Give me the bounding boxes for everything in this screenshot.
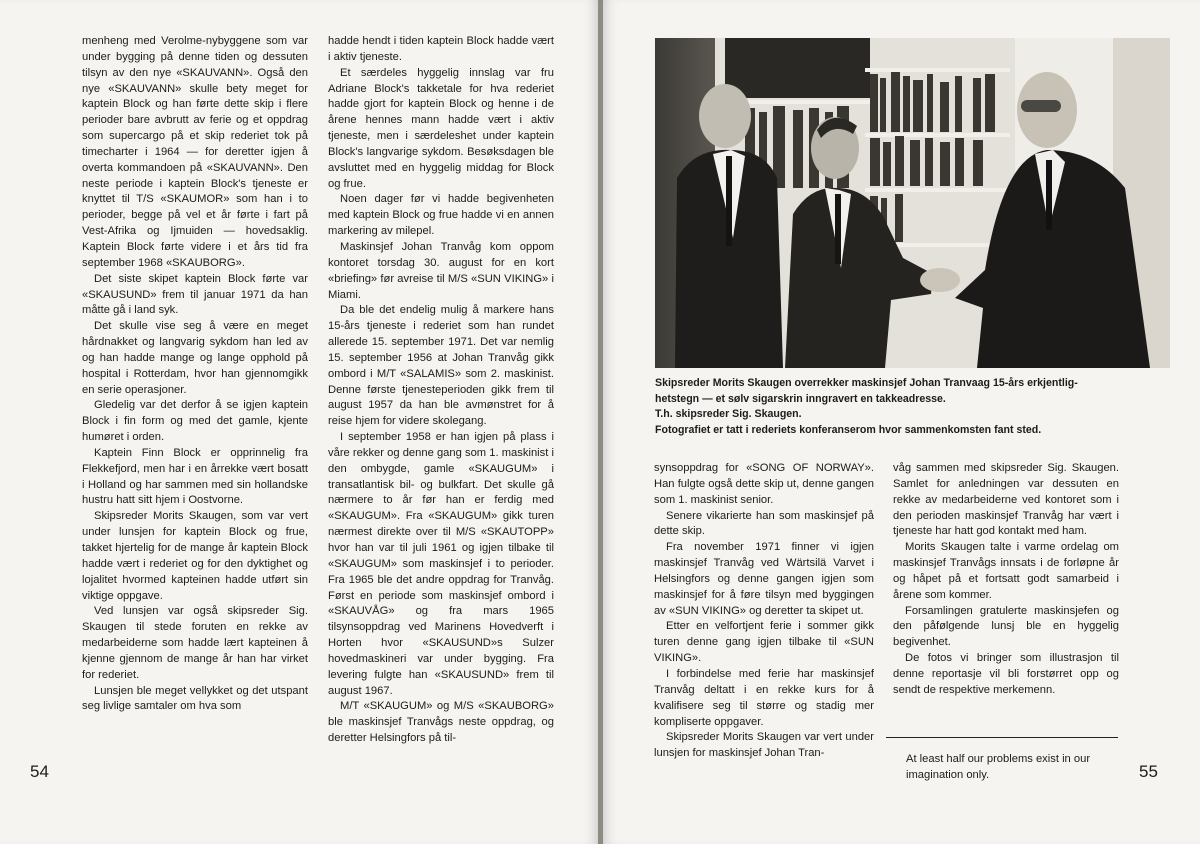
right-column-1 bbox=[654, 461, 874, 762]
paragraph: Lunsjen ble meget vellykket og det utspant seg livlige samtaler om hva som bbox=[82, 684, 308, 713]
photograph bbox=[655, 38, 1170, 368]
left-page bbox=[0, 0, 598, 844]
paragraph: M/T «SKAUGUM» og M/S «SKAUBORG» ble maskinsjef Tranvågs neste oppdrag, og deretter Helsingfors på til- bbox=[328, 700, 554, 745]
caption-line: Skipsreder Morits Skaugen overrekker maskinsjef Johan Tranvaag 15-års erkjentlig- bbox=[655, 377, 1078, 389]
left-column-1 bbox=[82, 34, 308, 715]
left-column-2 bbox=[328, 34, 554, 747]
paragraph: Kaptein Finn Block er opprinnelig fra Flekkefjord, men har i en årrekke vært bosatt i Holland og har sammen med sin hollandske hustru hatt sitt hjem i Oostvorne. bbox=[82, 446, 308, 507]
paragraph: Forsamlingen gratulerte maskinsjefen og den påfølgende lunsj ble en hyggelig begivenhet. bbox=[893, 604, 1119, 649]
paragraph: De fotos vi bringer som illustrasjon til denne reportasje vil bli forstørret opp og sendt de respektive merkemenn. bbox=[893, 652, 1119, 696]
photo-caption bbox=[655, 376, 1175, 438]
caption-line: T.h. skipsreder Sig. Skaugen. bbox=[655, 408, 802, 421]
right-column-2 bbox=[893, 461, 1119, 699]
paragraph: Da ble det endelig mulig å markere hans 15-års tjeneste i rederiet som han rundet allerede 15. september 1971. Det var nemlig 15. september 1956 at Johan Tranvåg gikk ombord i M/T «SALAMIS» som 2. maskinist. Denne første tjenesteperioden gikk frem til august 1957 da han ble avmønstret for å reise hjem for videre skolegang. bbox=[328, 304, 554, 428]
paragraph: Skipsreder Morits Skaugen var vert under lunsjen for maskinsjef Johan Tran- bbox=[654, 731, 874, 760]
right-page bbox=[603, 0, 1200, 844]
paragraph: Gledelig var det derfor å se igjen kaptein Block i fin form og med det gamle, kjente humøret i orden. bbox=[82, 399, 308, 444]
photo-illustration bbox=[655, 38, 1170, 368]
paragraph: Noen dager før vi hadde begivenheten med kaptein Block og frue hadde vi en annen markering av milepel. bbox=[328, 193, 554, 238]
paragraph: Skipsreder Morits Skaugen, som var vert under lunsjen for kaptein Block og frue, takket hjertelig for de mange år kaptein Block hadde vært i rederiet og for den dyktighet og lojalitet hvormed kapteinen hadde utført sin viktige oppgave. bbox=[82, 510, 308, 602]
paragraph: Det siste skipet kaptein Block førte var «SKAUSUND» frem til januar 1971 da han måtte gå i land syk. bbox=[82, 272, 308, 317]
paragraph: I forbindelse med ferie har maskinsjef Tranvåg deltatt i en rekke kurs for å kvalifisere seg til større og stadig mer kompliserte oppgaver. bbox=[654, 667, 874, 728]
page-number: 55 bbox=[1139, 762, 1158, 781]
paragraph: synsoppdrag for «SONG OF NORWAY». Han fulgte også dette skip ut, denne gangen som 1. maskinist senior. bbox=[654, 462, 874, 506]
quote-text: At least half our problems exist in our imagination only. bbox=[906, 753, 1091, 781]
paragraph: våg sammen med skipsreder Sig. Skaugen. Samlet for anledningen var dessuten en rekke av medarbeiderne ved kontoret som i den perioden maskinsjef Tranvåg har vært i tjeneste har hatt god kontakt med ham. bbox=[893, 462, 1119, 538]
paragraph: Morits Skaugen talte i varme ordelag om maskinsjef Tranvågs innsats i de forløpne år og håpet på et fortsatt godt samarbeid i årene som kommer. bbox=[893, 541, 1119, 601]
page-number: 54 bbox=[30, 762, 49, 781]
paragraph: menheng med Verolme-nybyggene som var under bygging på denne tiden og dessuten tilsyn av den nye «SKAUVANN». Også den nye «SKAUVANN» skulle bety meget for kaptein Block og han førte dette skip i flere perioder bare avbrutt av ferie og et oppdrag som supercargo på et skip rederiet tok på timecharter i 1964 — for deretter igjen å overta kommandoen på «SKAUVANN». Den neste periode i kaptein Block's tjeneste er knyttet til T/S «SKAUMOR» som han i to perioder, begge på vel et år førte i fart på Vest-Afrika og Ijmuiden — hovedsaklig. Kaptein Block førte videre i et års tid fra september 1968 «SKAUBORG». bbox=[82, 35, 308, 269]
paragraph: Maskinsjef Johan Tranvåg kom oppom kontoret torsdag 30. august for en kort «briefing» før avreise til M/S «SUN VIKING» i Miami. bbox=[328, 240, 554, 301]
quote-divider bbox=[886, 737, 1118, 738]
paragraph: Et særdeles hyggelig innslag var fru Adriane Block's takketale for hva rederiet hadde gjort for kaptein Block og henne i de årene hennes mann hadde vært i aktiv tjeneste, men i særdeleshet under kaptein Block's langvarige sykdom. Besøksdagen ble avsluttet med en hyggelig middag for Block og frue. bbox=[328, 66, 554, 190]
paragraph: Senere vikarierte han som maskinsjef på dette skip. bbox=[654, 509, 874, 538]
paragraph: Det skulle vise seg å være en meget hårdnakket og langvarig sykdom han led av og han hadde mange og lange opphold på hospital i Rotterdam, hvor han gjennomgikk en serie operasjoner. bbox=[82, 320, 308, 396]
paragraph: Ved lunsjen var også skipsreder Sig. Skaugen til stede foruten en rekke av medarbeiderne som hadde lært kapteinen å kjenne gjennom de mange år han har virket for rederiet. bbox=[82, 605, 308, 681]
paragraph: Fra november 1971 finner vi igjen maskinsjef Tranvåg ved Wärtsilä Varvet i Helsingfors og denne gangen igjen som maskinsjef for å føre tilsyn med byggingen av «SUN VIKING» og deretter ta skipet ut. bbox=[654, 541, 874, 617]
caption-line: hetstegn — et sølv sigarskrin inngravert en takkeadresse. bbox=[655, 392, 946, 405]
paragraph: Etter en velfortjent ferie i sommer gikk turen denne gang igjen tilbake til «SUN VIKING». bbox=[654, 620, 874, 665]
caption-line: Fotografiet er tatt i rederiets konferanserom hvor sammenkomsten fant sted. bbox=[655, 423, 1042, 436]
paragraph: hadde hendt i tiden kaptein Block hadde vært i aktiv tjeneste. bbox=[328, 35, 554, 63]
paragraph: I september 1958 er han igjen på plass i våre rekker og denne gang som 1. maskinist i den ombygde, gamle «SKAUGUM» i transatlantisk bil- og bulkfart. Det skulle gå nærmere to år før han er ferdig med «SKAUGUM». Fra «SKAUGUM» gikk turen nærmest direkte over til M/S «SKAUTOPP» hvor han var til juli 1961 og igjen tilbake til «SKAUGUM» som maskinsjef i to perioder. Fra 1965 ble det andre oppdrag for Tranvåg. Først en periode som maskinsjef ombord i «SKAUVÅG» og fra mars 1965 tilsynsoppdrag ved Marinens Hovedverft i Horten hvor «SKAUSUND»s Sulzer hovedmaskineri var under bygging. Fra levering fulgte han «SKAUSUND» frem til august 1967. bbox=[328, 431, 554, 697]
